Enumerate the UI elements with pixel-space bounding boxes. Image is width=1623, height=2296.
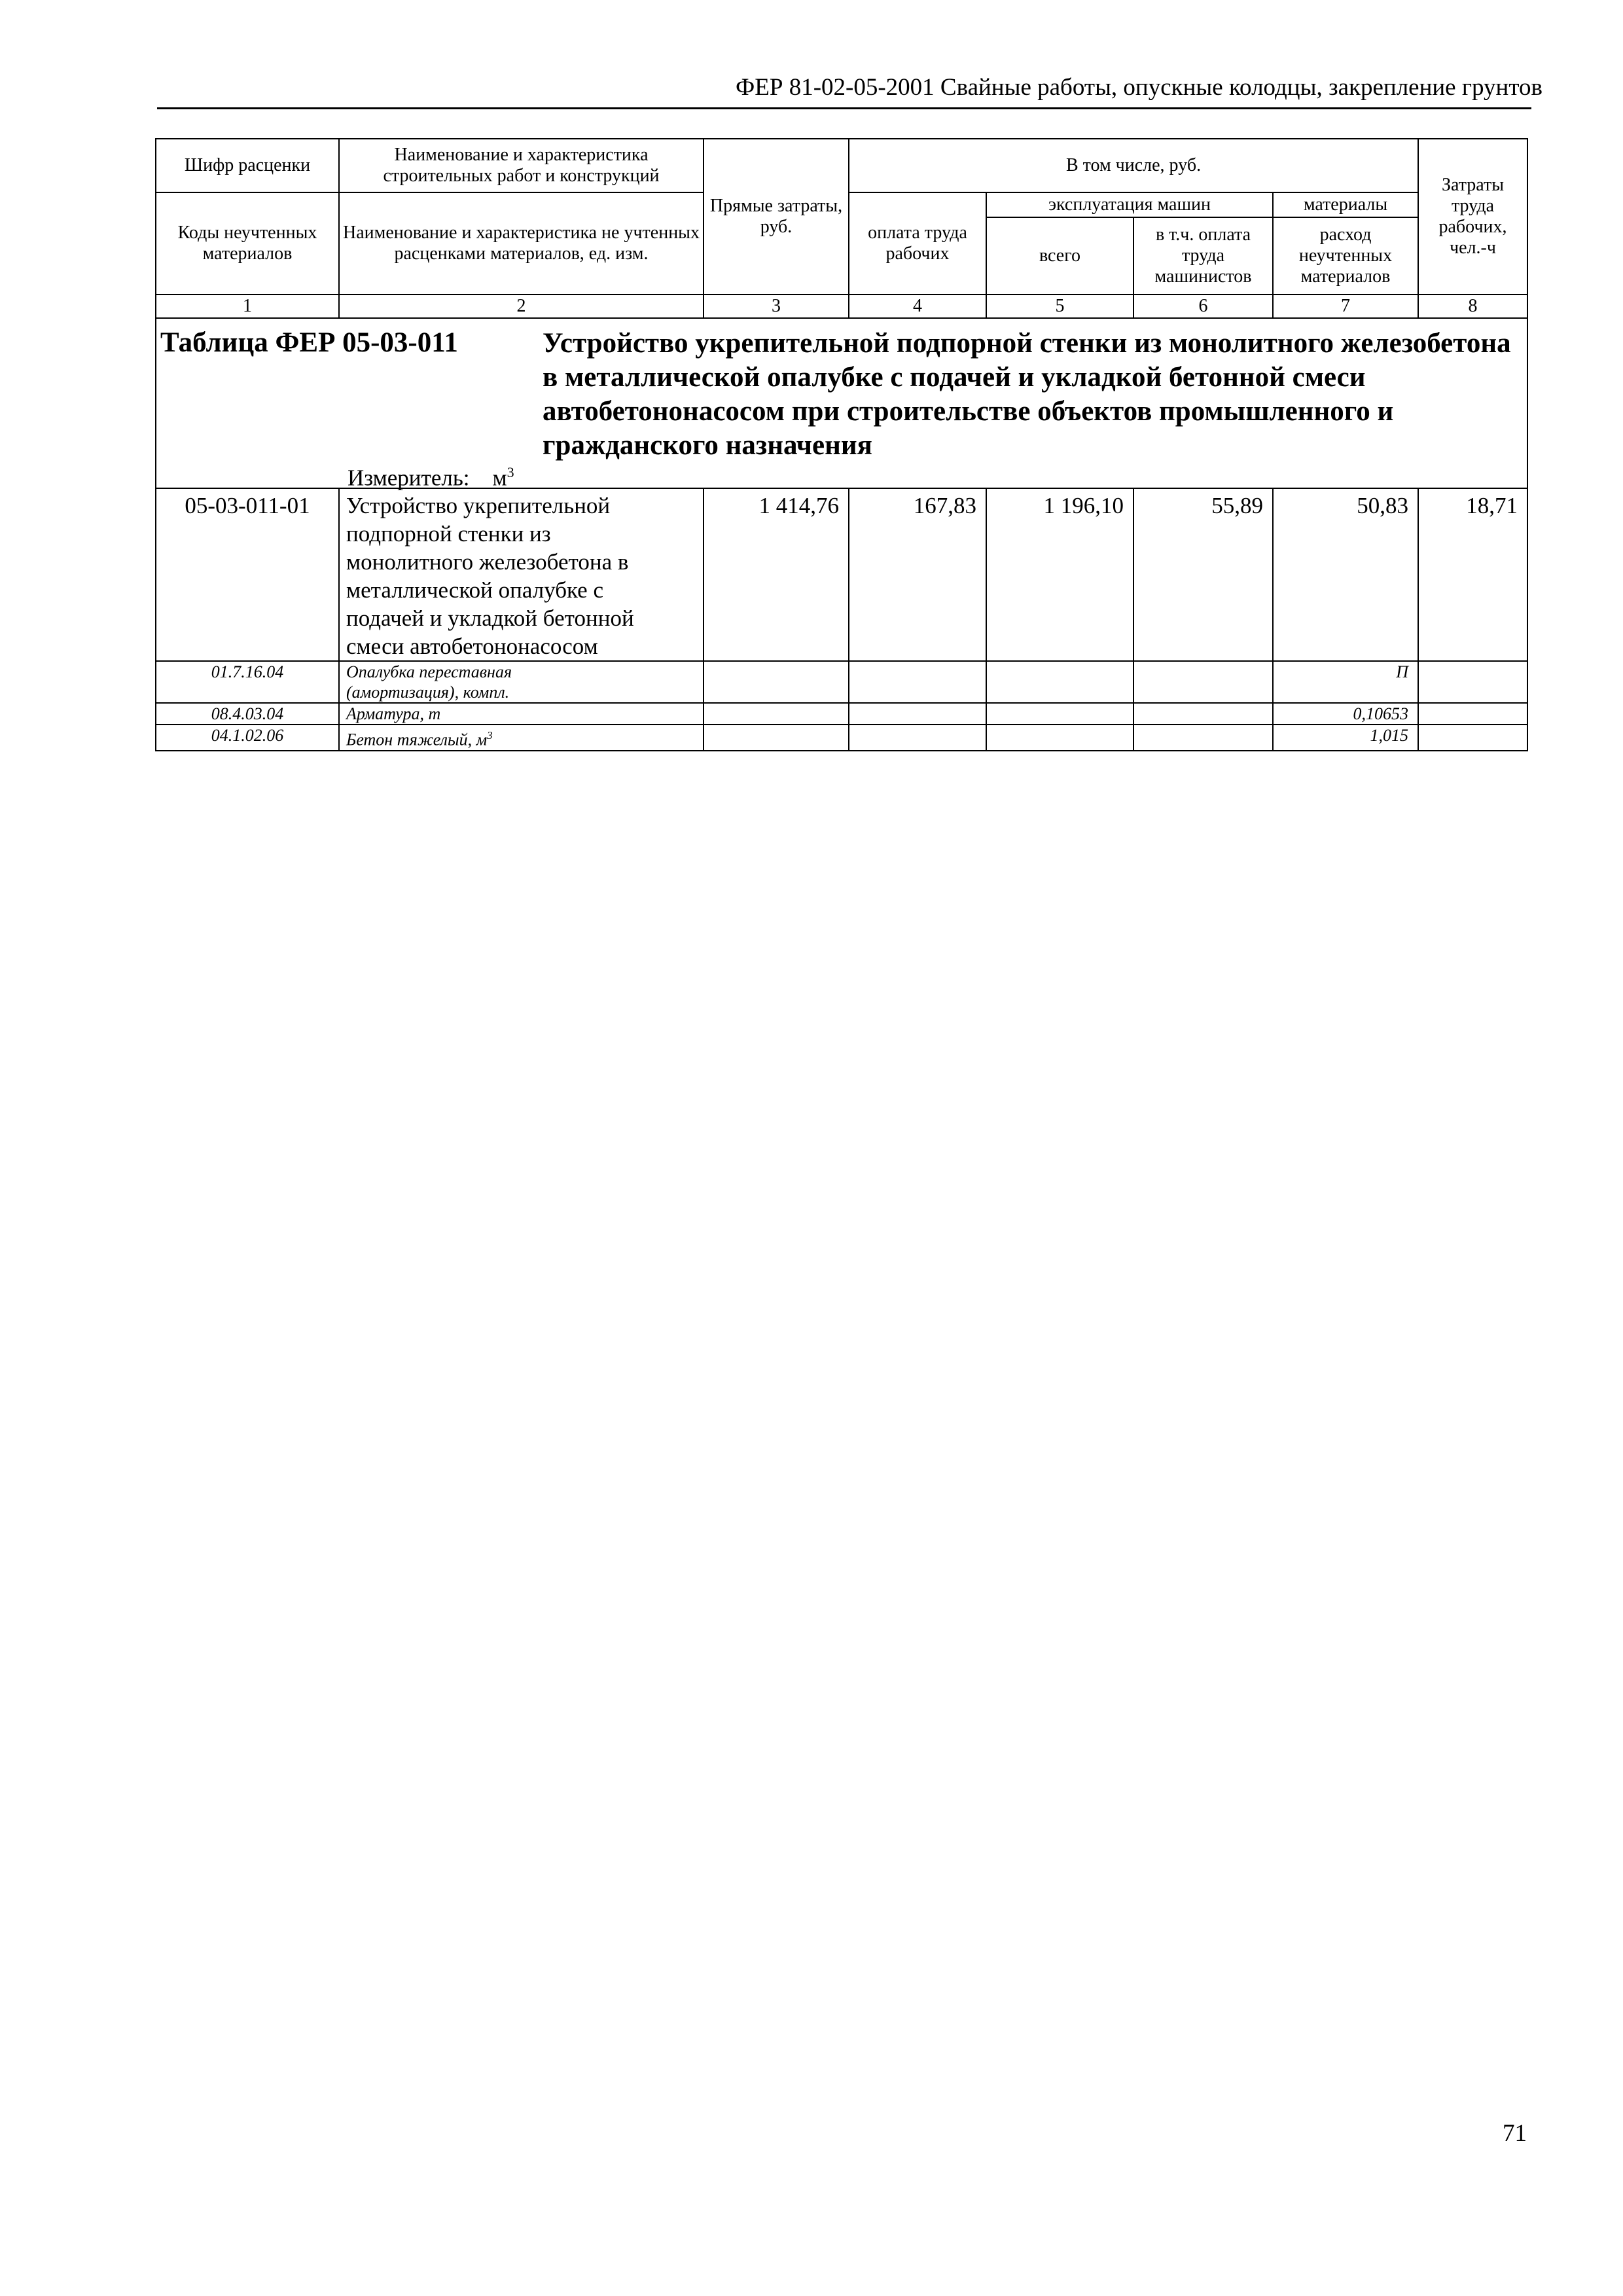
material-code: 08.4.03.04 xyxy=(156,703,339,725)
material-qty: 0,10653 xyxy=(1273,703,1418,725)
labor-hours: 18,71 xyxy=(1418,488,1527,661)
col-number: 3 xyxy=(704,295,849,318)
header-oplata: оплата труда рабочих xyxy=(849,192,986,295)
header-vsego: всего xyxy=(986,217,1133,295)
direct-costs: 1 414,76 xyxy=(704,488,849,661)
col-number: 5 xyxy=(986,295,1133,318)
material-row xyxy=(156,703,1527,725)
measure-label: Измеритель: xyxy=(348,465,470,491)
material-name-cell xyxy=(339,725,704,751)
col-number: 7 xyxy=(1273,295,1418,318)
header-ekspl: эксплуатация машин xyxy=(986,192,1273,217)
header-rashod: расход неучтенных материалов xyxy=(1273,217,1418,295)
material-code: 01.7.16.04 xyxy=(156,661,339,703)
header-shifr: Шифр расценки xyxy=(156,139,339,192)
col-number: 2 xyxy=(339,295,704,318)
header-pryamye: Прямые затраты, руб. xyxy=(704,139,849,295)
machines-total: 1 196,10 xyxy=(986,488,1133,661)
material-name-sup: 3 xyxy=(487,729,493,742)
labor-pay: 167,83 xyxy=(849,488,986,661)
material-name: Опалубка переставная (амортизация), компл. xyxy=(339,661,704,703)
header-rule xyxy=(157,107,1531,109)
material-name: Арматура, т xyxy=(339,703,704,725)
header-naim: Наименование и характеристика строительных работ и конструкций xyxy=(339,139,704,192)
measure-unit: м xyxy=(492,465,507,491)
measure xyxy=(348,464,514,492)
header-materialy: материалы xyxy=(1273,192,1418,217)
material-name: Бетон тяжелый, м xyxy=(346,730,488,749)
rate-code: 05-03-011-01 xyxy=(156,488,339,661)
table-code: Таблица ФЕР 05-03-011 xyxy=(160,327,458,358)
materials-cost: 50,83 xyxy=(1273,488,1418,661)
material-qty: 1,015 xyxy=(1273,725,1418,751)
header-vtch: в т.ч. оплата труда машинистов xyxy=(1133,217,1273,295)
document-header: ФЕР 81-02-05-2001 Свайные работы, опускные колодцы, закрепление грунтов xyxy=(736,74,1543,101)
rate-name: Устройство укрепительной подпорной стенки из монолитного железобетона в металлической опалубке с подачей и укладкой бетонной смеси автобетононасосом xyxy=(339,488,704,661)
machinists-pay: 55,89 xyxy=(1133,488,1273,661)
material-qty: П xyxy=(1273,661,1418,703)
header-naim-mat: Наименование и характеристика не учтенных расценками материалов, ед. изм. xyxy=(339,192,704,295)
header-zatraty: Затраты труда рабочих, чел.-ч xyxy=(1418,139,1527,295)
col-number: 6 xyxy=(1133,295,1273,318)
col-number: 1 xyxy=(156,295,339,318)
col-number: 8 xyxy=(1418,295,1527,318)
material-code: 04.1.02.06 xyxy=(156,725,339,751)
page-number: 71 xyxy=(1503,2120,1527,2147)
table-name: Устройство укрепительной подпорной стенки из монолитного железобетона в металлической опалубке с подачей и укладкой бетонной смеси автобетононасосом при строительстве объектов промышленного и гражданского назначения xyxy=(543,328,1511,461)
table-row xyxy=(156,488,1527,661)
table-title-cell xyxy=(156,318,1527,491)
header-kody: Коды неучтенных материалов xyxy=(156,192,339,295)
material-row xyxy=(156,661,1527,703)
measure-sup: 3 xyxy=(507,464,514,480)
material-row xyxy=(156,725,1527,751)
header-v-tom-chisle: В том числе, руб. xyxy=(849,139,1418,192)
rates-table xyxy=(155,138,1528,751)
col-number: 4 xyxy=(849,295,986,318)
